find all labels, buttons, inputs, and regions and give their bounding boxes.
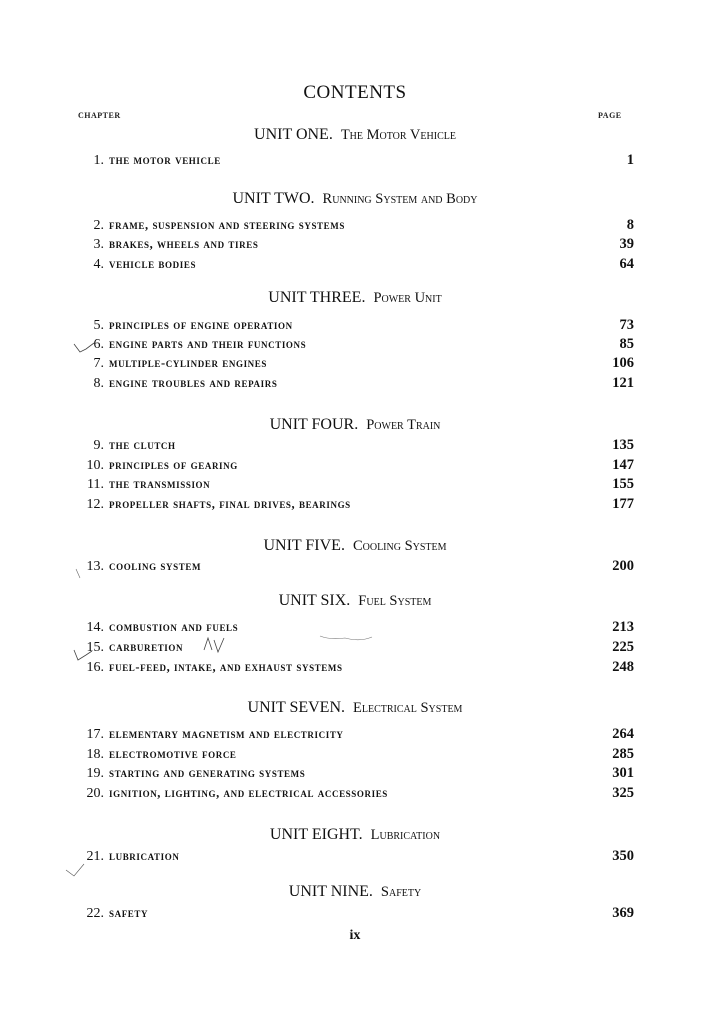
- unit-heading: [0, 289, 710, 307]
- unit-name: Power Train: [366, 417, 441, 433]
- chapter-number: 7.: [93, 356, 104, 371]
- page-number: 147: [612, 457, 634, 473]
- chapter-number: 3.: [93, 237, 104, 252]
- chapter-title: propeller shafts, final drives, bearings: [109, 497, 351, 511]
- chapter-title: principles of gearing: [109, 458, 238, 472]
- page-number: 106: [612, 355, 634, 371]
- chapter-title: combustion and fuels: [109, 620, 239, 634]
- chapter-number: 13.: [86, 559, 104, 574]
- chapter-title: multiple-cylinder engines: [109, 356, 267, 370]
- unit-name: Safety: [380, 884, 422, 900]
- chapter-number: 8.: [93, 376, 104, 391]
- page-number: 64: [619, 256, 634, 272]
- toc-entry[interactable]: [78, 746, 634, 764]
- toc-entry[interactable]: [78, 355, 634, 373]
- toc-entry[interactable]: [78, 558, 634, 576]
- chapter-title: elementary magnetism and electricity: [109, 727, 344, 741]
- page-number: 1: [626, 152, 634, 168]
- unit-name: Running System and Body: [322, 191, 478, 207]
- chapter-number: 12.: [86, 497, 104, 512]
- unit-heading: [0, 537, 710, 555]
- toc-entry[interactable]: [78, 785, 634, 803]
- chapter-number: 17.: [86, 727, 104, 742]
- page-number: 225: [612, 639, 634, 655]
- toc-entry[interactable]: [78, 317, 634, 335]
- unit-name: The Motor Vehicle: [340, 127, 456, 143]
- chapter-title: the clutch: [109, 438, 176, 452]
- unit-heading: [0, 190, 710, 208]
- chapter-number: 16.: [86, 660, 104, 675]
- chapter-title: carburetion: [109, 640, 184, 654]
- unit-heading: [0, 699, 710, 717]
- page-number: 369: [612, 905, 634, 921]
- unit-label: UNIT ONE.: [254, 126, 333, 143]
- unit-heading: [0, 883, 710, 901]
- toc-entry[interactable]: [78, 336, 634, 354]
- page-folio: ix: [349, 928, 361, 943]
- page-number: 213: [612, 619, 634, 635]
- toc-entry[interactable]: [78, 848, 634, 866]
- chapter-title: engine parts and their functions: [109, 337, 307, 351]
- page-number: 85: [619, 336, 634, 352]
- page-number: 264: [612, 726, 634, 742]
- toc-entry[interactable]: [78, 905, 634, 923]
- chapter-title: engine troubles and repairs: [109, 376, 278, 390]
- unit-name: Electrical System: [353, 700, 463, 716]
- page-number: 285: [612, 746, 634, 762]
- chapter-title: starting and generating systems: [109, 766, 306, 780]
- unit-heading: [0, 126, 710, 144]
- unit-name: Lubrication: [370, 827, 441, 843]
- toc-entry[interactable]: [78, 375, 634, 393]
- chapter-title: frame, suspension and steering systems: [109, 218, 345, 232]
- toc-entry[interactable]: [78, 765, 634, 783]
- unit-name: Fuel System: [358, 593, 432, 609]
- chapter-title: vehicle bodies: [109, 257, 197, 271]
- chapter-number: 11.: [87, 477, 104, 492]
- unit-label: UNIT NINE.: [288, 883, 373, 900]
- chapter-title: brakes, wheels and tires: [109, 237, 259, 251]
- toc-entry[interactable]: [78, 152, 634, 170]
- chapter-number: 19.: [86, 766, 104, 781]
- column-header-page: PAGE: [598, 111, 622, 120]
- chapter-title: safety: [109, 906, 149, 920]
- unit-heading: [0, 826, 710, 844]
- chapter-number: 22.: [86, 906, 104, 921]
- page-number: 135: [612, 437, 634, 453]
- chapter-title: ignition, lighting, and electrical accessories: [109, 786, 388, 800]
- unit-heading: [0, 592, 710, 610]
- page-number: 73: [619, 317, 634, 333]
- unit-label: UNIT THREE.: [268, 289, 366, 306]
- page-number: 121: [612, 375, 634, 391]
- page-number: 8: [626, 217, 634, 233]
- unit-label: UNIT EIGHT.: [269, 826, 363, 843]
- toc-entry[interactable]: [78, 639, 634, 657]
- chapter-number: 1.: [93, 153, 104, 168]
- chapter-title: electromotive force: [109, 747, 237, 761]
- toc-entry[interactable]: [78, 236, 634, 254]
- unit-label: UNIT FIVE.: [263, 537, 345, 554]
- unit-label: UNIT SIX.: [278, 592, 351, 609]
- chapter-number: 18.: [86, 747, 104, 762]
- unit-heading: [0, 416, 710, 434]
- chapter-number: 10.: [86, 458, 104, 473]
- page-number: 200: [612, 558, 634, 574]
- toc-entry[interactable]: [78, 217, 634, 235]
- page-number: 350: [612, 848, 634, 864]
- page-number: 325: [612, 785, 634, 801]
- chapter-title: fuel-feed, intake, and exhaust systems: [109, 660, 343, 674]
- page-number: 177: [612, 496, 634, 512]
- toc-entry[interactable]: [78, 256, 634, 274]
- chapter-number: 4.: [93, 257, 104, 272]
- page-number: 155: [612, 476, 634, 492]
- chapter-number: 6.: [93, 337, 104, 352]
- toc-entry[interactable]: [78, 619, 634, 637]
- chapter-number: 9.: [93, 438, 104, 453]
- toc-entry[interactable]: [78, 496, 634, 514]
- chapter-title: principles of engine operation: [109, 318, 293, 332]
- chapter-title: cooling system: [109, 559, 202, 573]
- toc-entry[interactable]: [78, 437, 634, 455]
- chapter-number: 21.: [86, 849, 104, 864]
- toc-entry[interactable]: [78, 457, 634, 475]
- page-number: 248: [612, 659, 634, 675]
- chapter-number: 20.: [86, 786, 104, 801]
- chapter-title: lubrication: [109, 849, 180, 863]
- page-number: 301: [612, 765, 634, 781]
- toc-entry[interactable]: [78, 476, 634, 494]
- toc-entry[interactable]: [78, 659, 634, 677]
- unit-label: UNIT SEVEN.: [247, 699, 346, 716]
- chapter-number: 2.: [93, 218, 104, 233]
- chapter-number: 15.: [86, 640, 104, 655]
- chapter-number: 14.: [86, 620, 104, 635]
- column-header-chapter: CHAPTER: [78, 111, 121, 120]
- unit-label: UNIT TWO.: [232, 190, 315, 207]
- page-number: 39: [619, 236, 634, 252]
- unit-name: Cooling System: [352, 538, 447, 554]
- chapter-title: the motor vehicle: [109, 153, 221, 167]
- chapter-title: the transmission: [109, 477, 211, 491]
- unit-name: Power Unit: [373, 290, 442, 306]
- unit-label: UNIT FOUR.: [269, 416, 359, 433]
- toc-entry[interactable]: [78, 726, 634, 744]
- chapter-number: 5.: [93, 318, 104, 333]
- page-title: CONTENTS: [303, 82, 407, 103]
